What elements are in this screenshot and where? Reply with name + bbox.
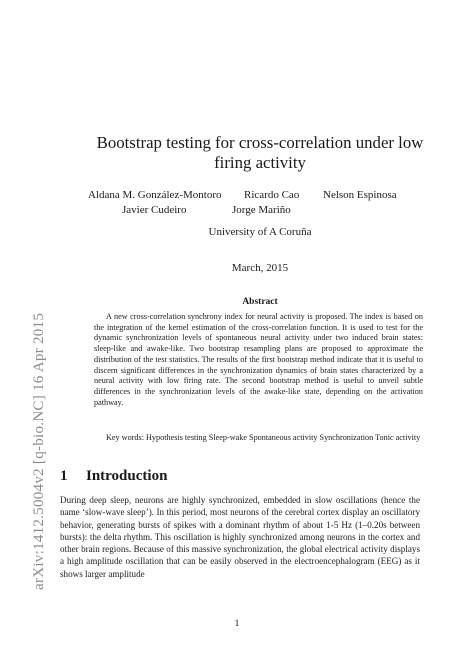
author-name: Javier Cudeiro <box>122 204 187 216</box>
author-name: Jorge Mariño <box>232 204 291 216</box>
section-heading <box>60 468 167 485</box>
abstract-heading: Abstract <box>242 297 278 307</box>
affiliation: University of A Coruña <box>208 226 312 238</box>
publication-date: March, 2015 <box>231 262 289 274</box>
arxiv-identifier: arXiv:1412.5004v2 [q-bio.NC] 16 Apr 2015 <box>30 312 47 590</box>
keywords: Key words: Hypothesis testing Sleep-wake Spontaneous activity Synchronization Tonic activity <box>106 433 421 442</box>
author-row-2 <box>88 203 428 218</box>
introduction-paragraph: During deep sleep, neurons are highly synchronized, embedded in slow oscillations (hence the name ‘slow-wave sleep’). In this period, most neurons of the cerebral cortex display an oscillatory behavior, generating bursts of spikes with a dominant rhythm of about 1-5 Hz (1–0.20s between bursts): the delta rhythm. This oscillation is highly synchronized among neurons in the cortex and other brain regions. Because of this massive synchronization, the global electrical activity displays a high amplitude oscillation that can be easily observed in the electroencephalogram (EEG) as it shows larger amplitude <box>60 495 420 579</box>
section-number: 1 <box>60 468 68 484</box>
author-name: Ricardo Cao <box>244 189 300 201</box>
author-list <box>88 188 428 218</box>
page-number: 1 <box>234 619 240 629</box>
section-title: Introduction <box>86 468 168 484</box>
author-row-1 <box>88 188 428 203</box>
author-name: Aldana M. González-Montoro <box>88 189 222 201</box>
author-name: Nelson Espinosa <box>323 189 397 201</box>
paper-title: Bootstrap testing for cross-correlation under low firing activity <box>96 133 424 172</box>
abstract-text: A new cross-correlation synchrony index for neural activity is proposed. The index is based on the integration of the kernel estimation of the cross-correlation function. It is used to test for the dynamic synchronization levels of spontaneous neural activity under two induced brain states: sleep-like and awake-like. Two bootstrap resampling plans are proposed to approximate the distribution of the test statistics. The results of the first bootstrap method indicate that it is useful to discern significant differences in the synchronization dynamics of brain states characterized by a neural activity with low firing rate. The second bootstrap method is useful to unveil subtle differences in the synchronization levels of the awake-like state, depending on the activation pathway. <box>94 312 423 407</box>
